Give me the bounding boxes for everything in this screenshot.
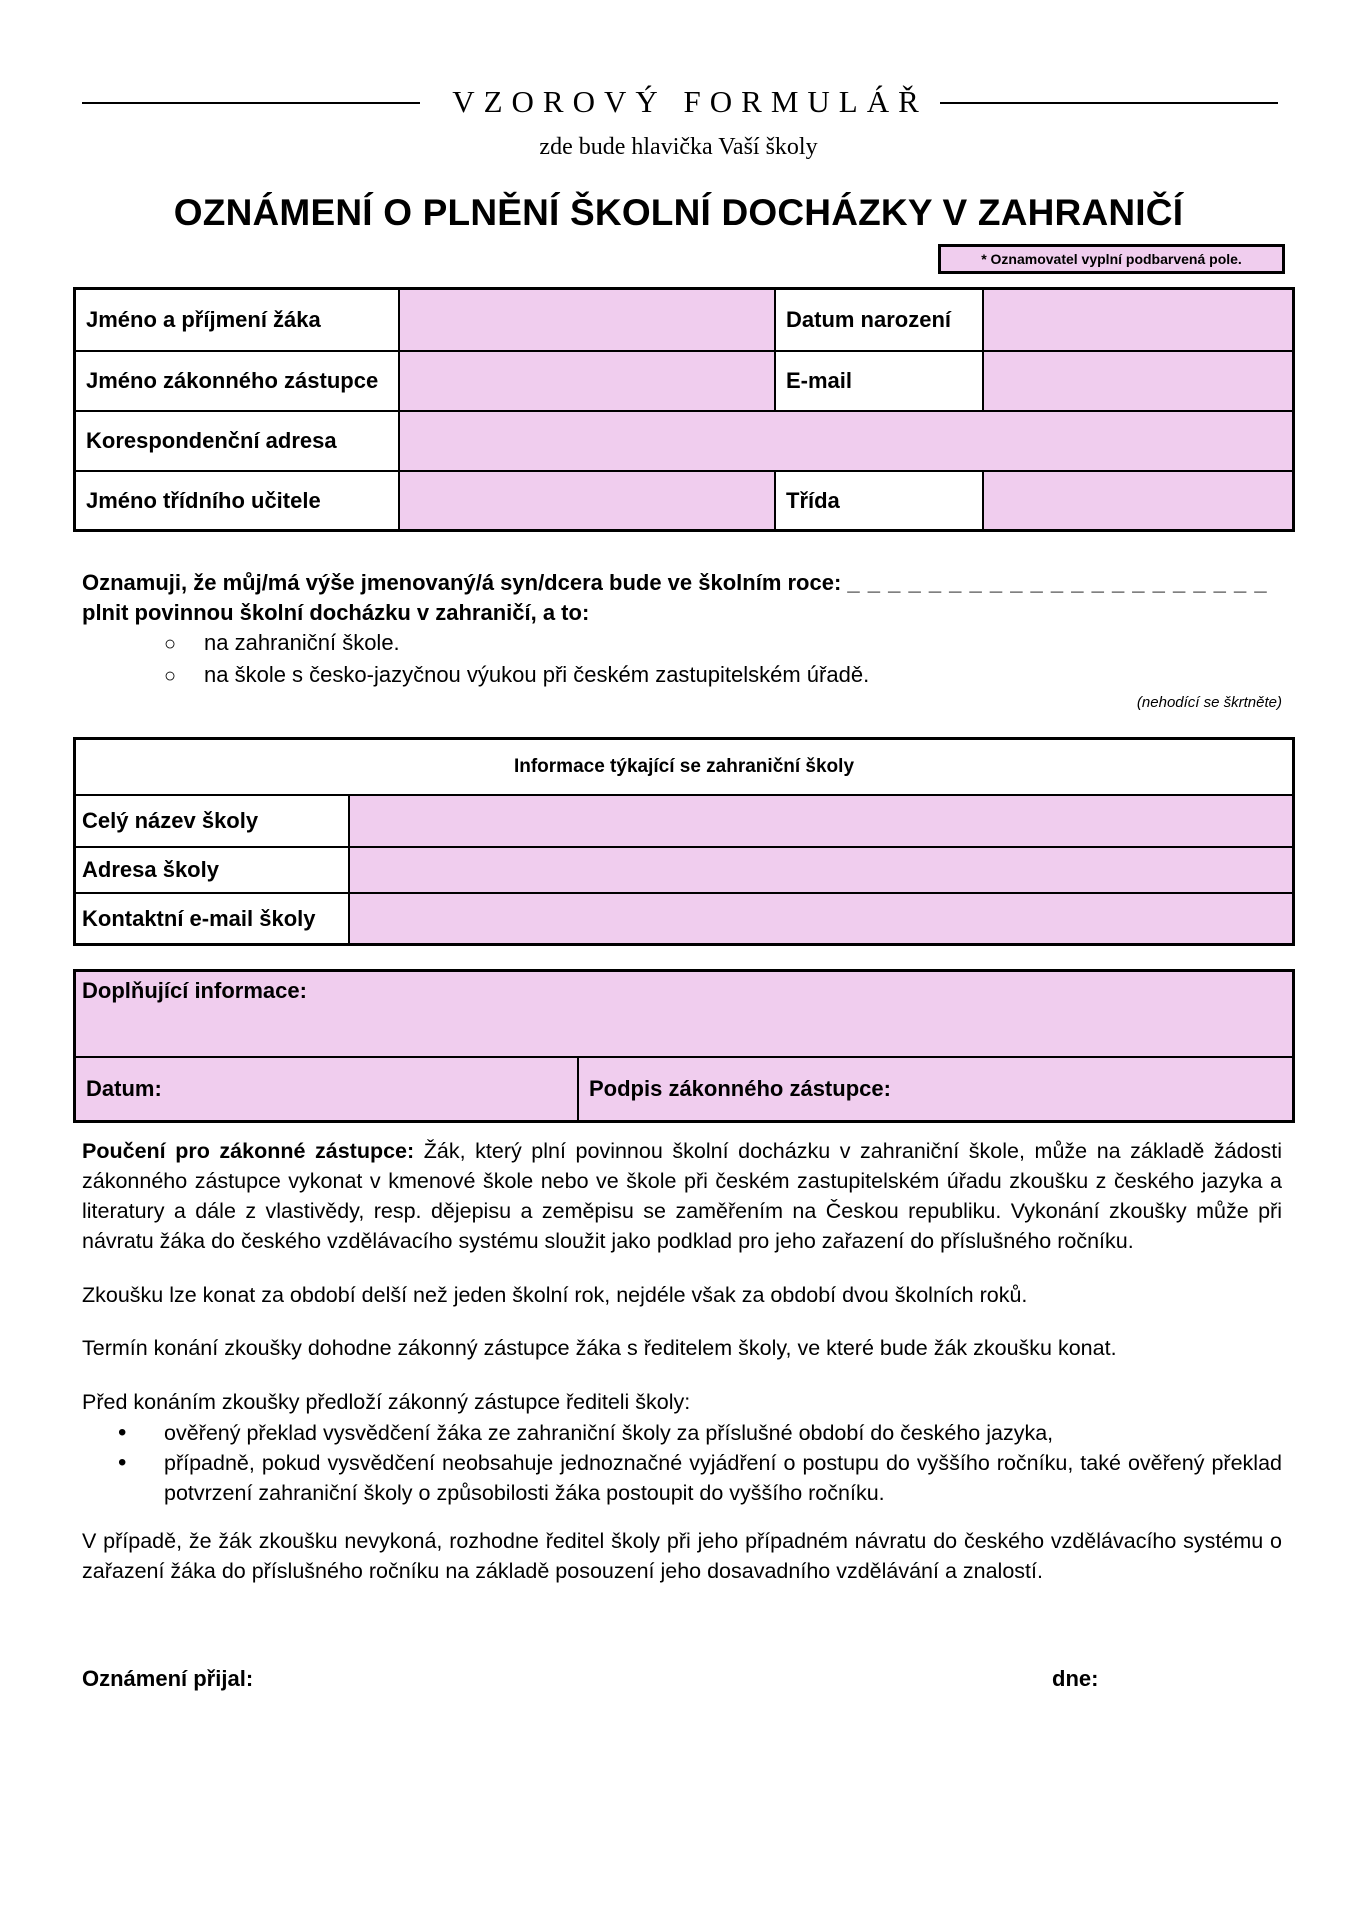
instructions-text: Žák, který plní povinnou školní docházku v zahraniční škole, může na základě žádosti zákonného zástupce vykonat v kmenové škole nebo ve škole při českém zastupitelském úřadu zkoušku z českého jazyka a literatury a dále z vlastivědy, resp. dějepisu a zeměpisu se zaměřením na Českou republiku. Vykonání zkoušky může při návratu žáka do českého vzdělávacího systému sloužit jako podklad pro jeho zařazení do příslušného ročníku.: [82, 1139, 1282, 1253]
teacher-name-field[interactable]: [400, 472, 774, 529]
circle-bullet-icon: ○: [164, 665, 177, 687]
school-email-label: Kontaktní e-mail školy: [82, 905, 316, 931]
table-divider: [76, 410, 1292, 412]
signature-label: Podpis zákonného zástupce:: [589, 1076, 891, 1101]
document-title: OZNÁMENÍ O PLNĚNÍ ŠKOLNÍ DOCHÁZKY V ZAHRANIČÍ: [173, 192, 1184, 233]
school-address-field[interactable]: [350, 848, 1292, 892]
circle-bullet-icon: ○: [164, 633, 177, 655]
guardian-name-field[interactable]: [400, 352, 774, 410]
student-info-table: [73, 287, 1295, 532]
bullet-icon: •: [118, 1419, 127, 1446]
option-embassy-school-label: na škole s česko-jazyčnou výukou při českém zastupitelském úřadě.: [204, 662, 870, 687]
table-divider: [348, 796, 350, 943]
table-divider: [774, 290, 776, 410]
list-item-text: ověřený překlad vysvědčení žáka ze zahraniční školy za příslušné období do českého jazyka,: [164, 1421, 1054, 1445]
email-field[interactable]: [984, 352, 1292, 410]
header-rule-right: [940, 102, 1278, 104]
table-divider: [982, 470, 984, 529]
address-field[interactable]: [400, 412, 1292, 470]
guardian-name-label: Jméno zákonného zástupce: [86, 368, 379, 393]
school-email-field[interactable]: [350, 894, 1292, 943]
option-embassy-school[interactable]: [164, 662, 869, 688]
instructions-paragraph: [82, 1136, 1282, 1256]
teacher-name-label: Jméno třídního učitele: [86, 487, 321, 513]
table-divider: [982, 290, 984, 410]
date-label: Datum:: [86, 1076, 162, 1101]
fill-note-badge: * Oznamovatel vyplní podbarvená pole.: [938, 244, 1285, 274]
strike-note: (nehodící se škrtněte): [1136, 694, 1282, 711]
form-header-title: VZOROVÝ FORMULÁŘ: [452, 84, 928, 119]
received-date-label: dne:: [1052, 1666, 1099, 1691]
birth-date-label: Datum narození: [786, 307, 952, 332]
date-field[interactable]: [76, 1058, 577, 1120]
signature-field[interactable]: [579, 1058, 1292, 1120]
table-divider: [76, 350, 1292, 352]
school-header-placeholder: zde bude hlavička Vaší školy: [539, 134, 818, 160]
additional-info-field[interactable]: [76, 972, 1292, 1056]
school-year-blank[interactable]: _ _ _ _ _ _ _ _ _ _ _ _ _ _ _ _ _ _ _ _ _: [847, 570, 1268, 595]
table-divider: [76, 470, 1292, 472]
list-item: [118, 1448, 1282, 1508]
school-full-name-field[interactable]: [350, 796, 1292, 846]
exam-period-paragraph: Zkoušku lze konat za období delší než jeden školní rok, nejdéle však za období dvou školních roků.: [82, 1283, 1028, 1307]
bullet-icon: •: [118, 1449, 127, 1476]
email-label: E-mail: [786, 368, 853, 393]
received-by-label: Oznámení přijal:: [82, 1666, 254, 1691]
exam-date-paragraph: Termín konání zkoušky dohodne zákonný zástupce žáka s ředitelem školy, ve které bude žák zkoušku konat.: [82, 1336, 1117, 1360]
school-full-name-label: Celý název školy: [82, 808, 259, 833]
statement-paragraph: [82, 568, 1282, 628]
option-foreign-school-label: na zahraniční škole.: [204, 630, 400, 655]
list-item-text: případně, pokud vysvědčení neobsahuje jednoznačné vyjádření o postupu do vyššího ročníku, také ověřený překlad potvrzení zahraniční školy o způsobilosti žáka postoupit do vyššího ročníku.: [164, 1451, 1282, 1505]
statement-text-start: Oznamuji, že můj/má výše jmenovaný/á syn/dcera bude ve školním roce:: [82, 570, 842, 595]
school-address-label: Adresa školy: [82, 857, 219, 882]
documents-intro-paragraph: Před konáním zkoušky předloží zákonný zástupce řediteli školy:: [82, 1390, 691, 1414]
additional-info-label: Doplňující informace:: [82, 978, 307, 1003]
address-label: Korespondenční adresa: [86, 428, 337, 453]
table-divider: [774, 470, 776, 529]
statement-text-end: plnit povinnou školní docházku v zahraničí, a to:: [82, 600, 590, 625]
header-rule-left: [82, 102, 420, 104]
additional-info-table: [73, 969, 1295, 1123]
list-item: [118, 1418, 1282, 1448]
option-foreign-school[interactable]: [164, 630, 400, 656]
school-table-heading: Informace týkající se zahraniční školy: [513, 756, 855, 777]
failed-exam-paragraph: V případě, že žák zkoušku nevykoná, rozhodne ředitel školy při jeho případném návratu do českého vzdělávacího systému o zařazení žáka do příslušného ročníku na základě posouzení jeho dosavadního vzdělávání a znalostí.: [82, 1529, 1282, 1583]
birth-date-field[interactable]: [984, 290, 1292, 350]
class-field[interactable]: [984, 472, 1292, 529]
instructions-lead: Poučení pro zákonné zástupce:: [82, 1139, 415, 1163]
class-label: Třída: [786, 487, 840, 513]
table-divider: [398, 290, 400, 529]
foreign-school-table: [73, 737, 1295, 946]
student-name-label: Jméno a příjmení žáka: [86, 307, 321, 332]
student-name-field[interactable]: [400, 290, 774, 350]
